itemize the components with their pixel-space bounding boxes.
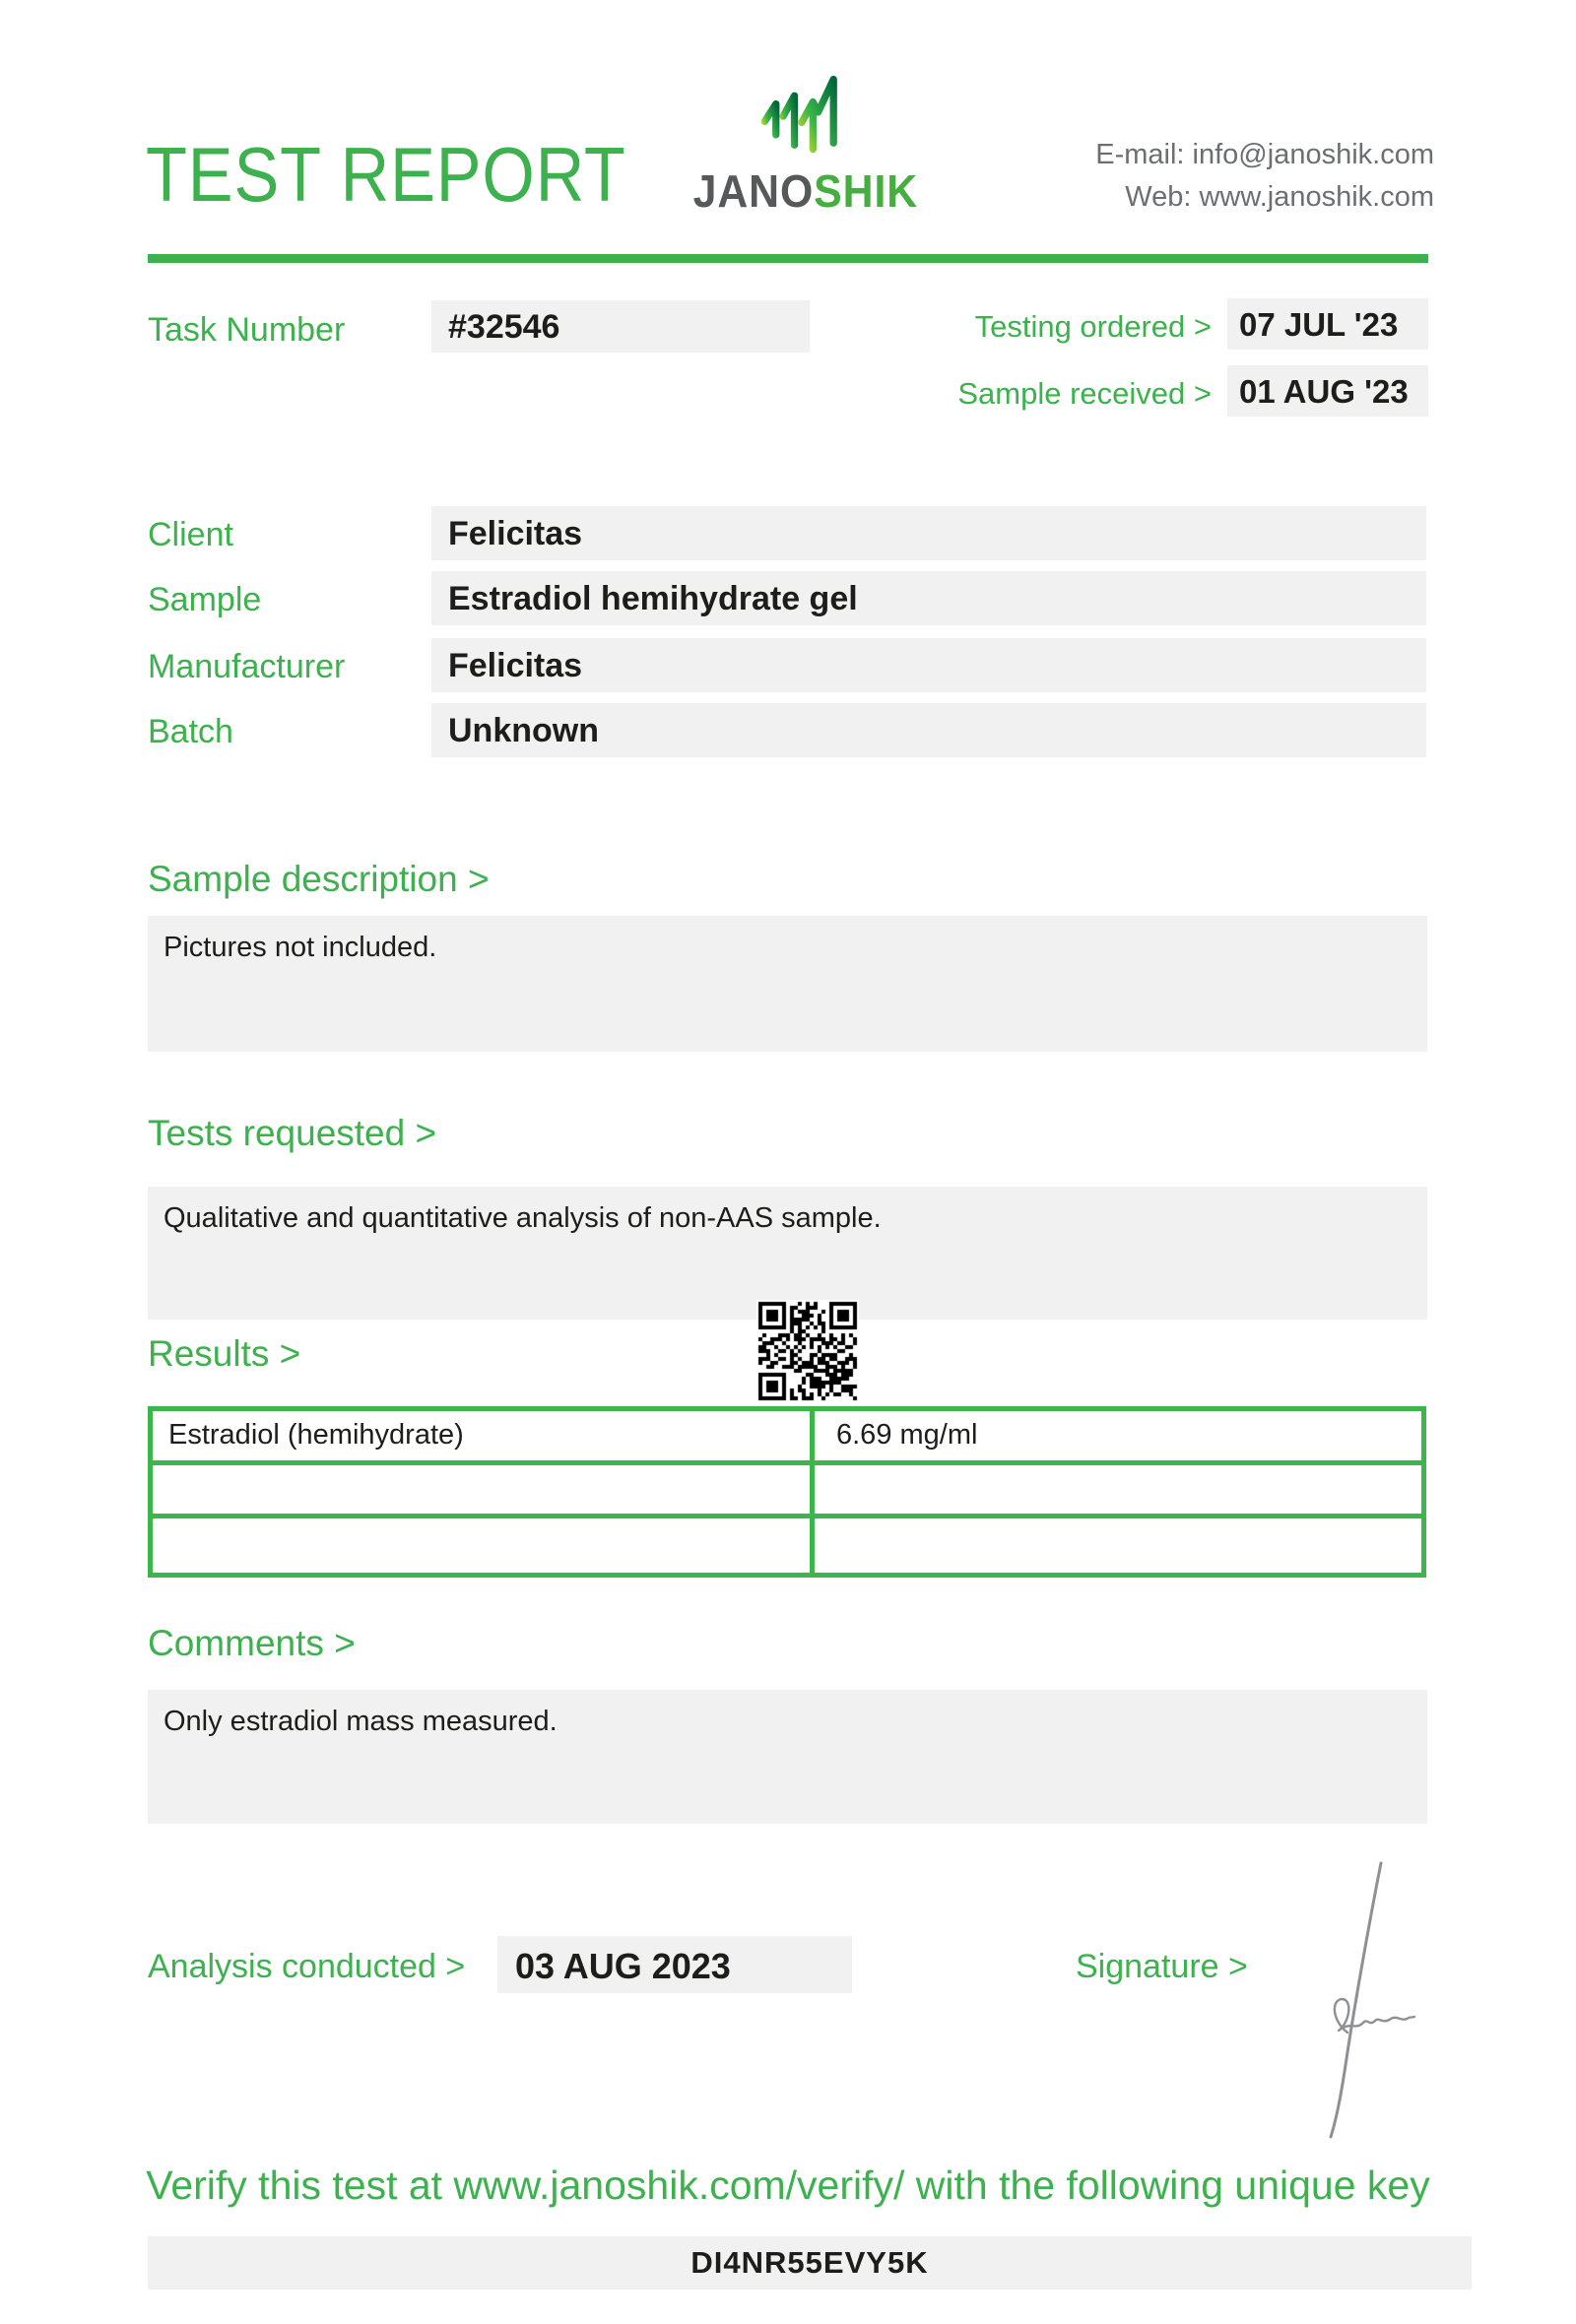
table-row: [153, 1411, 1421, 1465]
testing-ordered-value: 07 JUL '23: [1239, 306, 1399, 343]
testing-ordered-label: Testing ordered >: [974, 309, 1212, 344]
result-analyte-cell: Estradiol (hemihydrate): [153, 1411, 815, 1460]
comments-text: Only estradiol mass measured.: [164, 1706, 558, 1737]
table-row: [153, 1465, 1421, 1519]
sample-label: Sample: [148, 581, 262, 618]
batch-value: Unknown: [448, 712, 599, 749]
janoshik-logo: [678, 71, 934, 218]
logo-shik: SHIK: [814, 165, 919, 217]
header-divider: [148, 254, 1428, 263]
client-value: Felicitas: [448, 515, 583, 552]
analysis-date-value: 03 AUG 2023: [515, 1946, 731, 1986]
batch-box: [431, 703, 1426, 757]
sample-description-text: Pictures not included.: [164, 932, 437, 963]
sample-value: Estradiol hemihydrate gel: [448, 580, 858, 617]
manufacturer-value: Felicitas: [448, 647, 583, 684]
sample-box: [431, 571, 1426, 625]
result-value-cell: [815, 1465, 1421, 1515]
task-number-label: Task Number: [148, 311, 346, 349]
task-number-box: [431, 300, 810, 353]
logo-jano: JANO: [692, 165, 815, 217]
signature-label: Signature >: [1076, 1948, 1248, 1985]
manufacturer-label: Manufacturer: [148, 648, 346, 685]
email-line: E-mail: info@janoshik.com: [1095, 139, 1434, 170]
comments-heading: Comments >: [148, 1623, 356, 1663]
manufacturer-box: [431, 638, 1426, 692]
comments-box: [148, 1690, 1427, 1824]
rising-chart-icon: [758, 71, 853, 161]
sample-received-value: 01 AUG '23: [1239, 373, 1409, 410]
batch-label: Batch: [148, 713, 233, 750]
page-title: TEST REPORT: [146, 131, 626, 218]
result-analyte-cell: [153, 1465, 815, 1515]
sample-received-label: Sample received >: [957, 376, 1212, 411]
contact-block: [975, 134, 1434, 219]
qr-code: [756, 1300, 859, 1402]
analysis-date-box: [497, 1936, 852, 1993]
client-label: Client: [148, 516, 233, 553]
task-number-value: #32546: [448, 308, 560, 346]
sample-received-box: [1227, 365, 1428, 417]
verify-instruction: Verify this test at www.janoshik.com/verify/ with the following unique key: [146, 2163, 1430, 2208]
web-line: Web: www.janoshik.com: [1125, 181, 1434, 213]
signature-image: [1302, 1857, 1430, 2148]
tests-requested-text: Qualitative and quantitative analysis of non-AAS sample.: [164, 1202, 882, 1234]
result-value-cell: [815, 1518, 1421, 1573]
tests-requested-heading: Tests requested >: [148, 1113, 437, 1153]
logo-wordmark: [693, 164, 919, 218]
result-value-cell: 6.69 mg/ml: [836, 1419, 978, 1452]
verify-key: DI4NR55EVY5K: [690, 2245, 929, 2280]
sample-description-box: [148, 916, 1427, 1052]
analysis-conducted-label: Analysis conducted >: [148, 1948, 466, 1985]
testing-ordered-box: [1227, 298, 1428, 350]
results-table: [148, 1406, 1426, 1578]
client-box: [431, 506, 1426, 560]
verify-key-box: [148, 2236, 1472, 2290]
table-row: [153, 1518, 1421, 1573]
result-analyte-cell: [153, 1518, 815, 1573]
sample-description-heading: Sample description >: [148, 859, 490, 899]
results-heading: Results >: [148, 1333, 301, 1374]
